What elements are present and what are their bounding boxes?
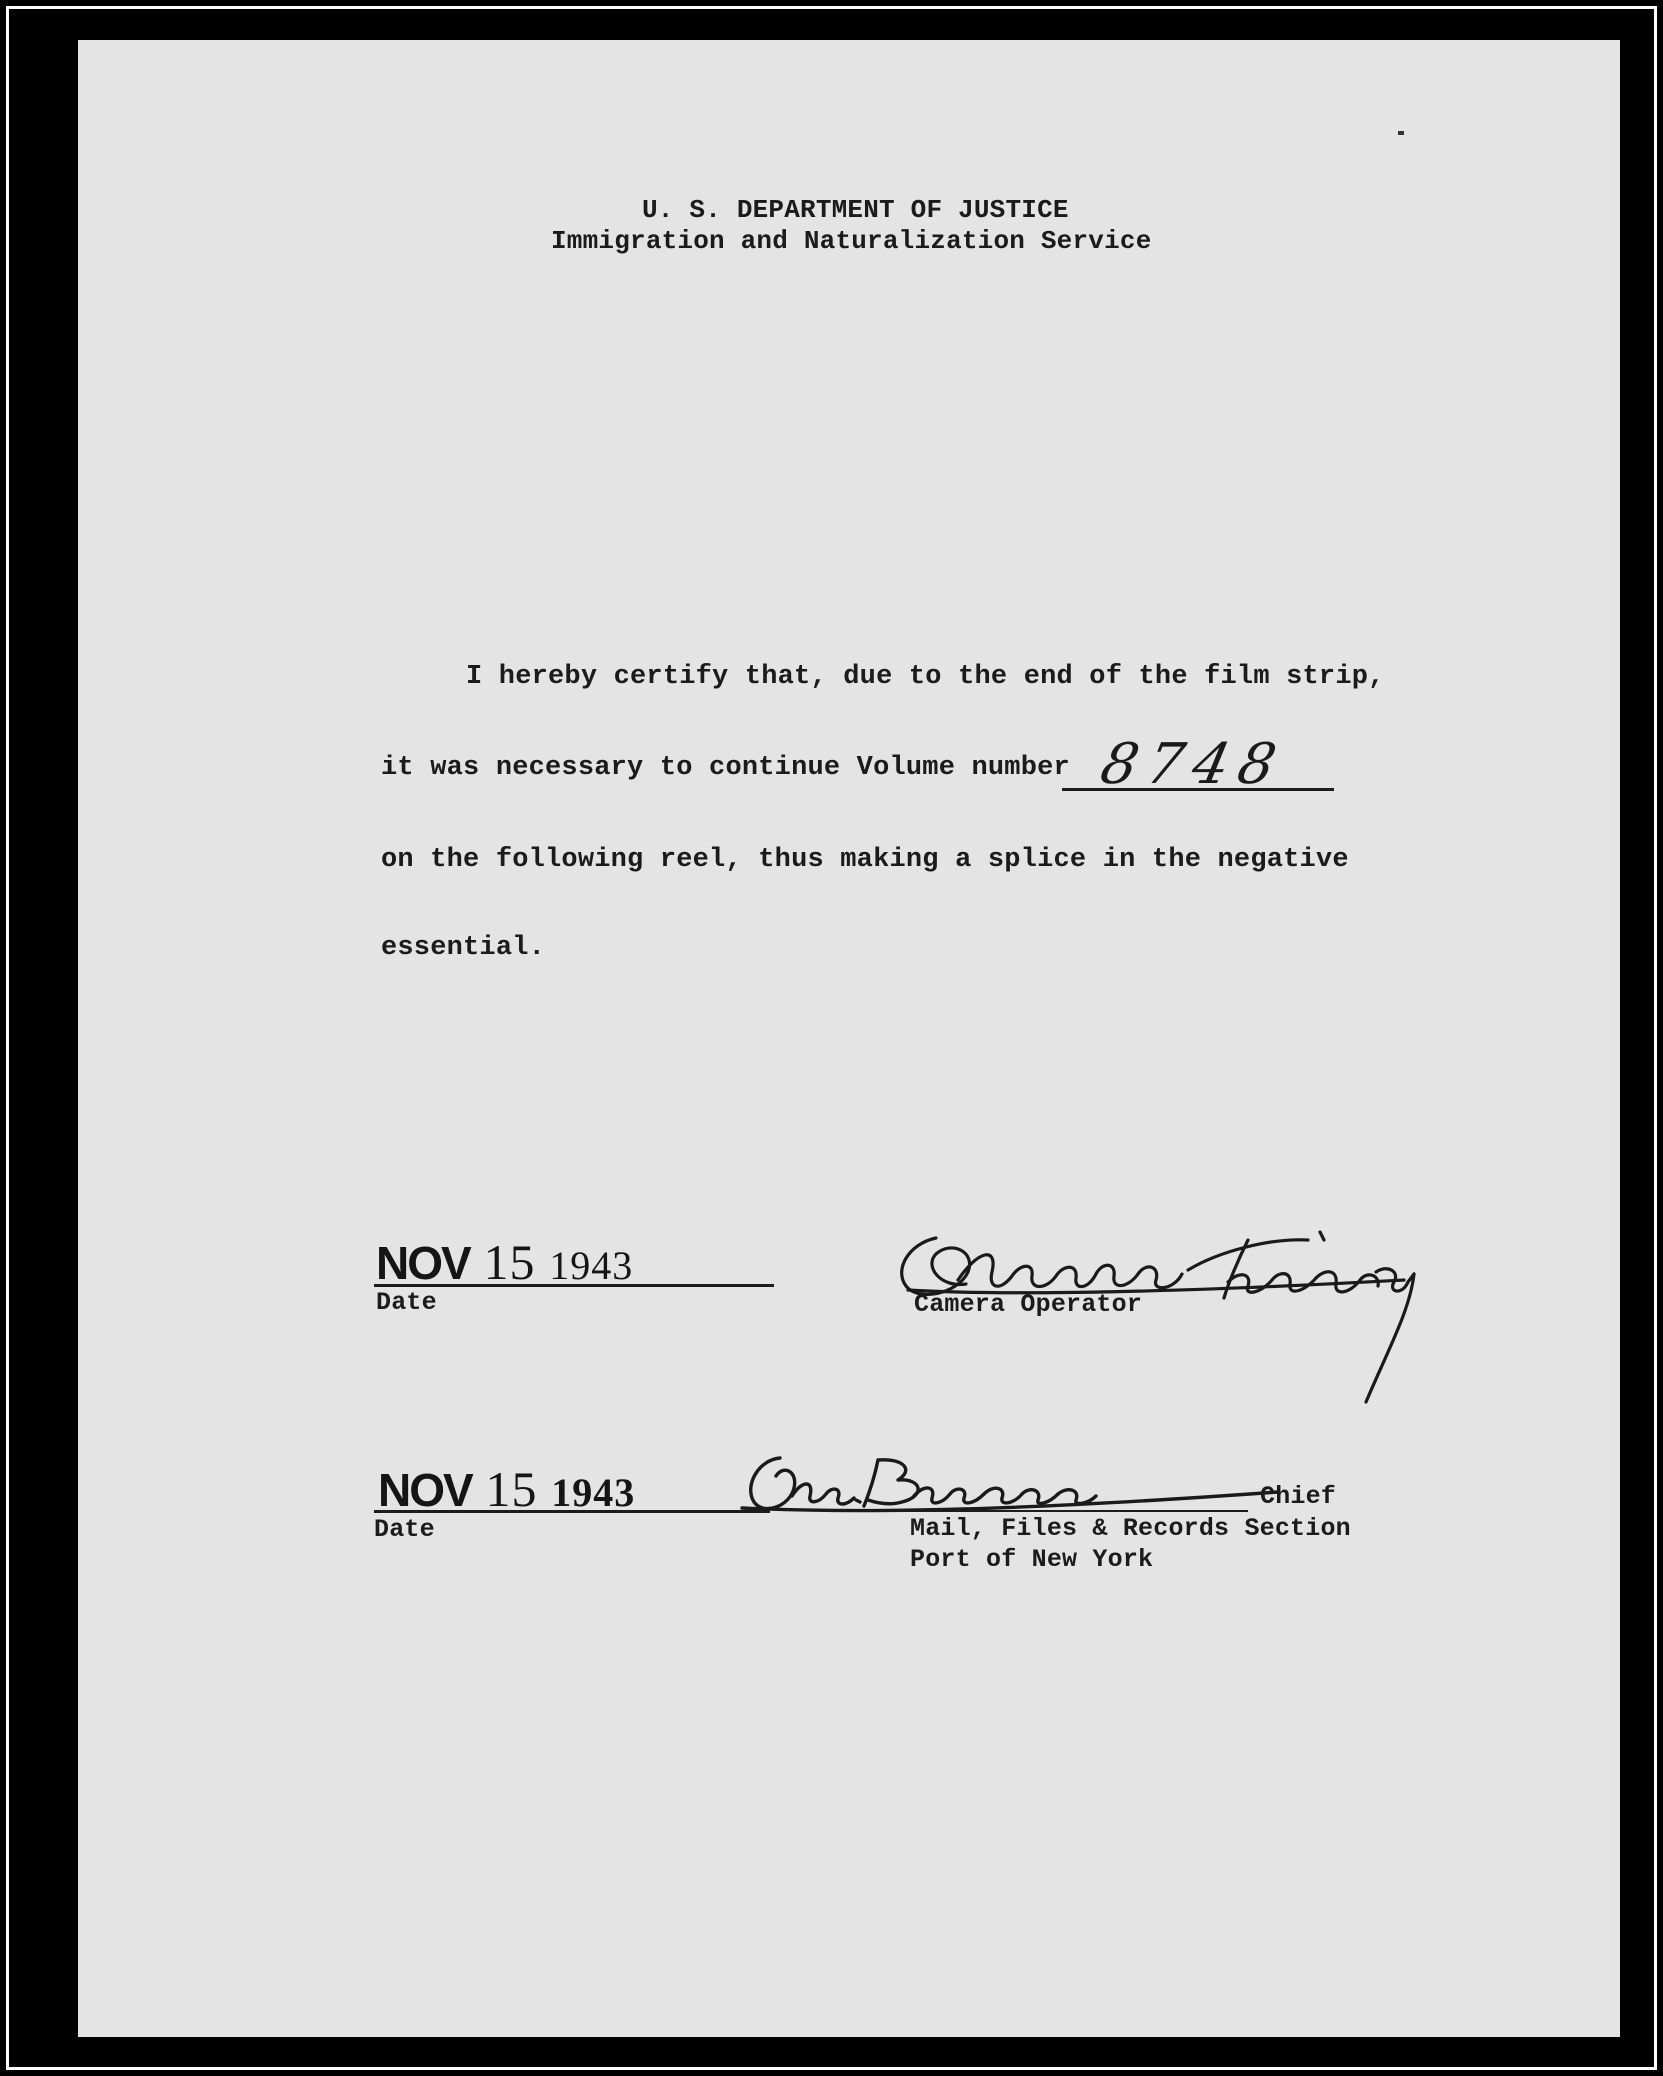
stamp-month: NOV <box>378 1464 472 1516</box>
agency-heading: U. S. DEPARTMENT OF JUSTICE <box>642 195 1069 225</box>
certification-line-4: essential. <box>381 933 546 963</box>
camera-date-label: Date <box>376 1288 437 1317</box>
document-page <box>78 40 1620 2037</box>
certification-line-1: I hereby certify that, due to the end of the film strip, <box>466 662 1385 692</box>
volume-number-line <box>1062 788 1334 791</box>
stamp-year: 1943 <box>549 1243 634 1288</box>
paper-speck <box>1398 131 1404 135</box>
chief-date-line <box>374 1510 770 1513</box>
stamp-day: 15 <box>485 1461 538 1517</box>
stamp-year: 1943 <box>551 1470 636 1515</box>
camera-date-line <box>374 1284 774 1287</box>
camera-operator-label: Camera Operator <box>914 1290 1143 1319</box>
camera-date-stamp <box>376 1233 633 1291</box>
chief-title-line: Mail, Files & Records Section <box>910 1514 1351 1543</box>
chief-location-line: Port of New York <box>910 1545 1154 1574</box>
service-heading: Immigration and Naturalization Service <box>551 226 1152 256</box>
stamp-month: NOV <box>376 1237 470 1289</box>
certification-line-2: it was necessary to continue Volume number <box>381 753 1070 783</box>
chief-title-word: Chief <box>1260 1482 1337 1511</box>
chief-signature-line <box>898 1510 1248 1512</box>
certification-line-3: on the following reel, thus making a splice in the negative <box>381 845 1349 875</box>
stamp-day: 15 <box>483 1234 536 1290</box>
chief-date-label: Date <box>374 1515 435 1544</box>
volume-number-handwritten: 8748 <box>1095 732 1292 797</box>
